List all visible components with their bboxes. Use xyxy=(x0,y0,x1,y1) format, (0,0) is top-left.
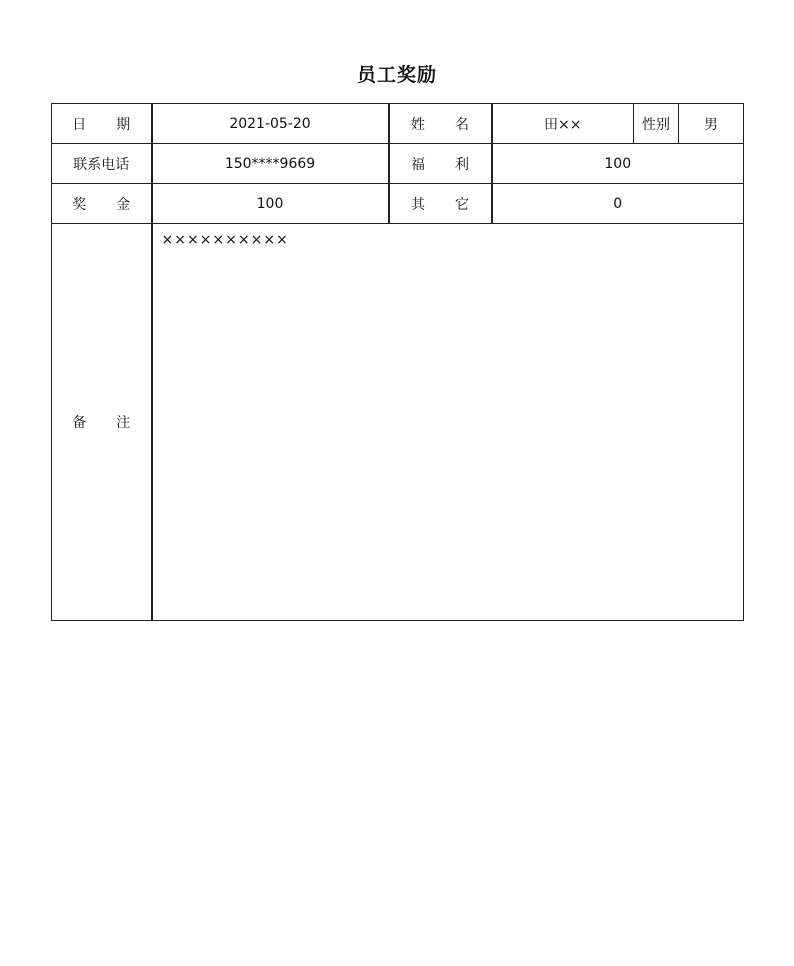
phone-label: 联系电话 xyxy=(52,144,152,184)
document-title: 员工奖励 xyxy=(356,64,437,86)
notes-value[interactable]: ×××××××××× xyxy=(152,224,744,621)
row-notes xyxy=(52,224,744,621)
welfare-value[interactable]: 100 xyxy=(492,144,744,184)
date-label-cell xyxy=(52,104,152,144)
bonus-value[interactable]: 100 xyxy=(152,184,389,224)
notes-label: 备 注 xyxy=(72,415,131,431)
row-phone xyxy=(52,144,744,184)
bonus-label-cell xyxy=(52,184,152,224)
welfare-label: 福 利 xyxy=(411,156,469,173)
date-label: 日 期 xyxy=(72,116,131,133)
phone-value[interactable]: 150****9669 xyxy=(152,144,389,184)
row-bonus xyxy=(52,184,744,224)
other-label-cell xyxy=(389,184,492,224)
bonus-label: 奖 金 xyxy=(72,196,131,213)
name-value[interactable]: 田×× xyxy=(492,104,634,144)
gender-label: 性别 xyxy=(634,104,679,144)
date-value[interactable]: 2021-05-20 xyxy=(152,104,389,144)
notes-label-cell xyxy=(52,224,152,621)
reward-form-table xyxy=(51,103,744,621)
other-label: 其 它 xyxy=(411,196,469,213)
name-label: 姓 名 xyxy=(411,116,469,133)
name-label-cell xyxy=(389,104,492,144)
welfare-label-cell xyxy=(389,144,492,184)
row-date xyxy=(52,104,744,144)
gender-value[interactable]: 男 xyxy=(679,104,744,144)
other-value[interactable]: 0 xyxy=(492,184,744,224)
